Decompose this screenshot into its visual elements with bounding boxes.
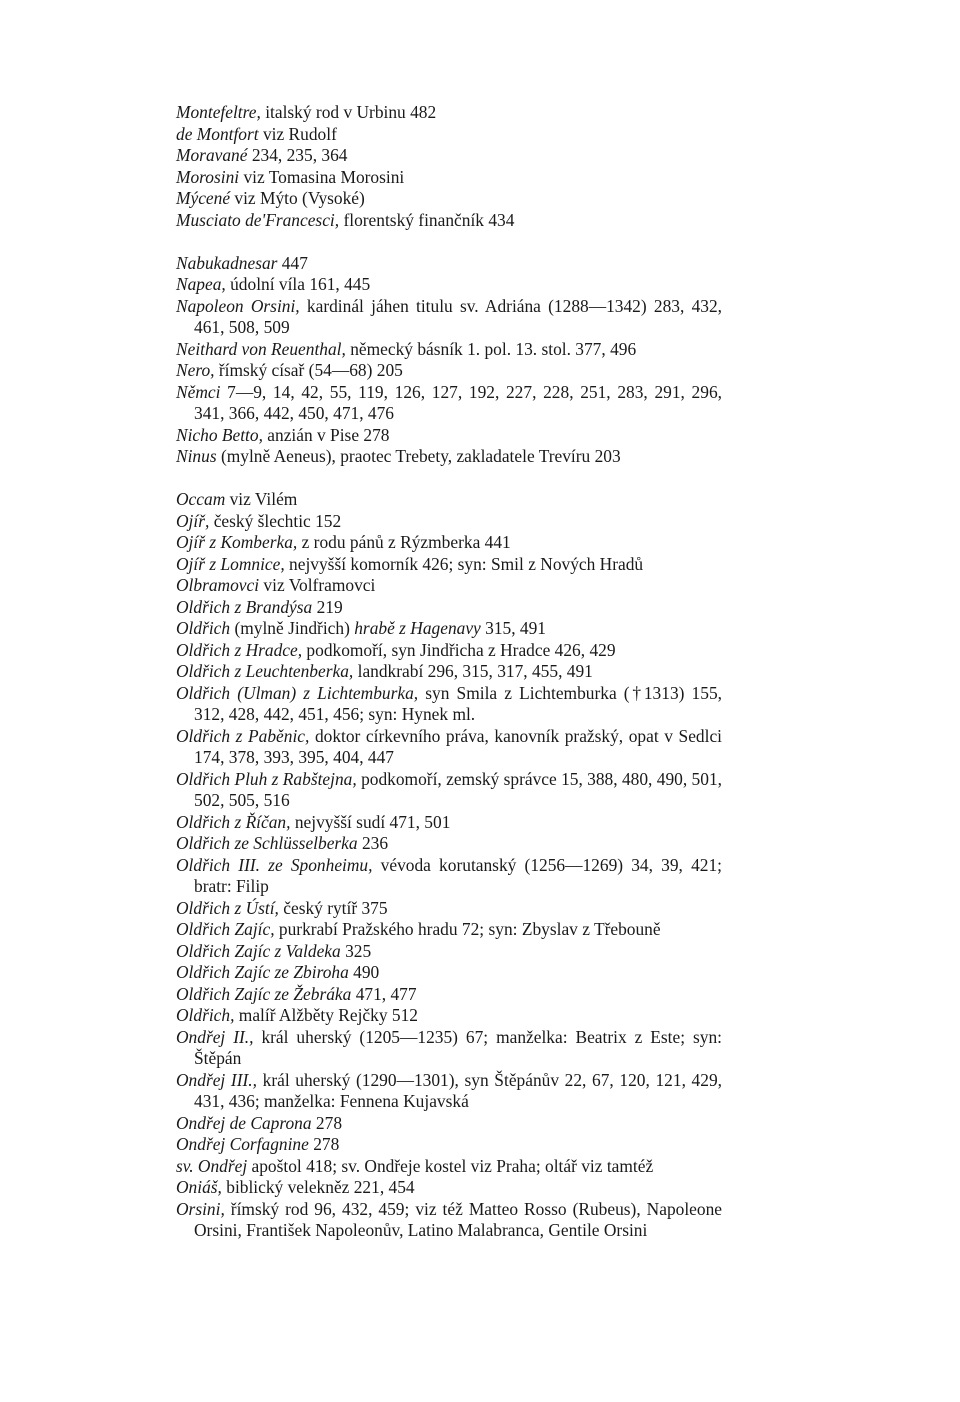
index-entry <box>176 1113 722 1135</box>
index-section-m <box>176 102 722 231</box>
entry-text: 236 <box>357 833 389 853</box>
entry-name: Nicho Betto, <box>176 424 263 445</box>
index-entry <box>176 124 722 146</box>
index-entry <box>176 382 722 425</box>
entry-text: viz Rudolf <box>258 123 337 144</box>
index-section-n <box>176 253 722 468</box>
entry-name-continued: hrabě z Hagenavy <box>354 618 481 638</box>
index-entry <box>176 425 722 447</box>
entry-text: z rodu pánů z Rýzmberka 441 <box>297 532 511 552</box>
entry-name: Olbramovci <box>176 575 260 595</box>
index-entry <box>176 769 722 812</box>
entry-name: Oldřich z Hradce, <box>176 639 303 660</box>
entry-name: Oldřich z Ústí, <box>176 897 279 918</box>
entry-text: malíř Alžběty Rejčky 512 <box>234 1005 418 1025</box>
index-entry <box>176 532 722 554</box>
entry-name: Napea, <box>176 274 226 294</box>
index-entry <box>176 274 722 296</box>
index-entry <box>176 726 722 769</box>
index-entry <box>176 575 722 597</box>
entry-text: doktor církevního práva, kanovník pražský, opat v Sedlci 174, 378, 393, 395, 404, 447 <box>194 725 723 767</box>
entry-text-continued: 315, 491 <box>480 618 546 638</box>
entry-name: Oldřich, <box>176 1005 235 1025</box>
entry-name: Ondřej de Caprona <box>176 1112 312 1133</box>
entry-name: Nero, <box>176 360 215 380</box>
index-entry <box>176 597 722 619</box>
entry-text: český rytíř 375 <box>278 897 388 918</box>
entry-name: Musciato de'Francesci, <box>176 209 340 230</box>
entry-text: viz Tomasina Morosini <box>239 166 405 187</box>
index-entry <box>176 1199 722 1242</box>
entry-name: Moravané <box>176 145 248 165</box>
entry-name: de Montfort <box>176 123 259 144</box>
entry-name: Oldřich z Leuchtenberka, <box>176 661 354 681</box>
entry-text: 278 <box>311 1112 343 1133</box>
entry-text: viz Vilém <box>225 489 298 509</box>
index-entry <box>176 253 722 275</box>
index-entry <box>176 962 722 984</box>
entry-text: kardinál jáhen titulu sv. Adriána (1288—1342) 283, 432, 461, 508, 509 <box>194 295 722 337</box>
entry-text: údolní víla 161, 445 <box>225 274 371 294</box>
index-entry <box>176 188 722 210</box>
index-entry <box>176 640 722 662</box>
index-entry <box>176 683 722 726</box>
entry-text: 471, 477 <box>351 983 417 1004</box>
entry-name: Oldřich Pluh z Rabštejna, <box>176 768 357 789</box>
entry-text: 219 <box>312 596 343 617</box>
entry-text: český šlechtic 152 <box>209 510 342 531</box>
index-section-o <box>176 489 722 1242</box>
index-entry <box>176 833 722 855</box>
index-entry <box>176 339 722 361</box>
entry-text: 7—9, 14, 42, 55, 119, 126, 127, 192, 227, 228, 251, 283, 291, 296, 341, 366, 442, 450, 471, 476 <box>194 381 722 423</box>
entry-text: římský císař (54—68) 205 <box>214 360 403 380</box>
entry-text: 234, 235, 364 <box>247 145 348 165</box>
entry-text: římský rod 96, 432, 459; viz též Matteo Rosso (Rubeus), Napoleone Orsini, František Napoleonův, Latino Malabranca, Gentile Orsini <box>194 1198 722 1240</box>
entry-text: nejvyšší sudí 471, 501 <box>290 811 451 832</box>
entry-text: král uherský (1205—1235) 67; manželka: Beatrix z Este; syn: Štěpán <box>194 1026 722 1068</box>
entry-text: landkrabí 296, 315, 317, 455, 491 <box>353 661 593 681</box>
index-entry <box>176 1027 722 1070</box>
index-entry <box>176 1177 722 1199</box>
entry-text: purkrabí Pražského hradu 72; syn: Zbyslav z Třebouně <box>274 919 661 939</box>
index-entry <box>176 360 722 382</box>
entry-name: Montefeltre, <box>176 102 261 122</box>
index-entry <box>176 898 722 920</box>
index-entry <box>176 919 722 941</box>
entry-name: Oniáš, <box>176 1177 222 1197</box>
index-entry <box>176 446 722 468</box>
index-entry <box>176 554 722 576</box>
entry-name: Oldřich z Říčan, <box>176 811 291 832</box>
entry-text: biblický velekněz 221, 454 <box>221 1177 415 1197</box>
entry-text: nejvyšší komorník 426; syn: Smil z Nových Hradů <box>284 553 644 574</box>
index-entry <box>176 855 722 898</box>
entry-name: Oldřich Zajíc z Valdeka <box>176 940 341 961</box>
entry-text: německý básník 1. pol. 13. stol. 377, 496 <box>345 338 637 359</box>
index-entry <box>176 210 722 232</box>
entry-text: syn Smila z Lichtemburka (†1313) 155, 312, 428, 442, 451, 456; syn: Hynek ml. <box>194 682 722 724</box>
entry-name: Oldřich Zajíc, <box>176 919 275 939</box>
entry-text: viz Mýto (Vysoké) <box>230 188 365 208</box>
entry-text: apoštol 418; sv. Ondřeje kostel viz Praha; oltář viz tamtéž <box>247 1155 654 1176</box>
index-entry <box>176 1156 722 1178</box>
index-entry <box>176 1005 722 1027</box>
index-entry <box>176 489 722 511</box>
entry-name: sv. Ondřej <box>176 1155 248 1176</box>
entry-text: 278 <box>308 1134 340 1154</box>
index-entry <box>176 941 722 963</box>
entry-text: král uherský (1290—1301), syn Štěpánův 22, 67, 120, 121, 429, 431, 436; manželka: Fennena Kujavská <box>194 1069 722 1111</box>
index-entry <box>176 102 722 124</box>
entry-name: Neithard von Reuenthal, <box>176 338 346 359</box>
index-entry <box>176 812 722 834</box>
entry-name: Oldřich III. ze Sponheimu, <box>176 854 373 875</box>
entry-name: Oldřich z Brandýsa <box>176 596 313 617</box>
entry-text: vévoda korutanský (1256—1269) 34, 39, 421; bratr: Filip <box>194 854 722 896</box>
entry-name: Ojíř z Komberka, <box>176 532 298 552</box>
index-entry <box>176 511 722 533</box>
index-entry <box>176 984 722 1006</box>
index-entry <box>176 296 722 339</box>
entry-text: 325 <box>340 940 372 961</box>
index-page <box>176 102 722 1242</box>
entry-name: Ojíř z Lomnice, <box>176 553 285 574</box>
entry-name: Ondřej II., <box>176 1026 254 1047</box>
index-entry <box>176 661 722 683</box>
index-entry <box>176 618 722 640</box>
index-entry <box>176 1070 722 1113</box>
index-entry <box>176 167 722 189</box>
entry-text: 490 <box>348 962 380 982</box>
entry-text: viz Volframovci <box>259 575 376 595</box>
entry-name: Napoleon Orsini, <box>176 295 300 316</box>
entry-name: Oldřich Zajíc ze Žebráka <box>176 983 352 1004</box>
entry-name: Mýcené <box>176 188 231 208</box>
entry-text: podkomoří, syn Jindřicha z Hradce 426, 429 <box>302 639 616 660</box>
entry-name: Oldřich ze Schlüsselberka <box>176 833 358 853</box>
entry-name: Ojíř, <box>176 510 210 531</box>
entry-name: Němci <box>176 381 221 402</box>
entry-name: Oldřich (Ulman) z Lichtemburka, <box>176 682 419 703</box>
entry-name: Ondřej III., <box>176 1069 257 1090</box>
entry-name: Occam <box>176 489 226 509</box>
entry-name: Orsini, <box>176 1198 225 1219</box>
index-entry <box>176 145 722 167</box>
entry-text: italský rod v Urbinu 482 <box>260 102 437 122</box>
entry-name: Oldřich <box>176 618 231 638</box>
entry-text: florentský finančník 434 <box>339 209 515 230</box>
entry-name: Ninus <box>176 446 217 466</box>
entry-name: Oldřich z Paběnic, <box>176 725 310 746</box>
entry-text: (mylně Jindřich) <box>230 618 355 638</box>
entry-name: Oldřich Zajíc ze Zbiroha <box>176 962 349 982</box>
entry-name: Morosini <box>176 166 240 187</box>
entry-text: 447 <box>277 252 308 273</box>
entry-text: (mylně Aeneus), praotec Trebety, zakladatele Trevíru 203 <box>216 446 621 466</box>
entry-name: Nabukadnesar <box>176 252 278 273</box>
entry-name: Ondřej Corfagnine <box>176 1134 309 1154</box>
entry-text: podkomoří, zemský správce 15, 388, 480, 490, 501, 502, 505, 516 <box>194 768 722 810</box>
entry-text: anzián v Pise 278 <box>262 424 390 445</box>
index-entry <box>176 1134 722 1156</box>
